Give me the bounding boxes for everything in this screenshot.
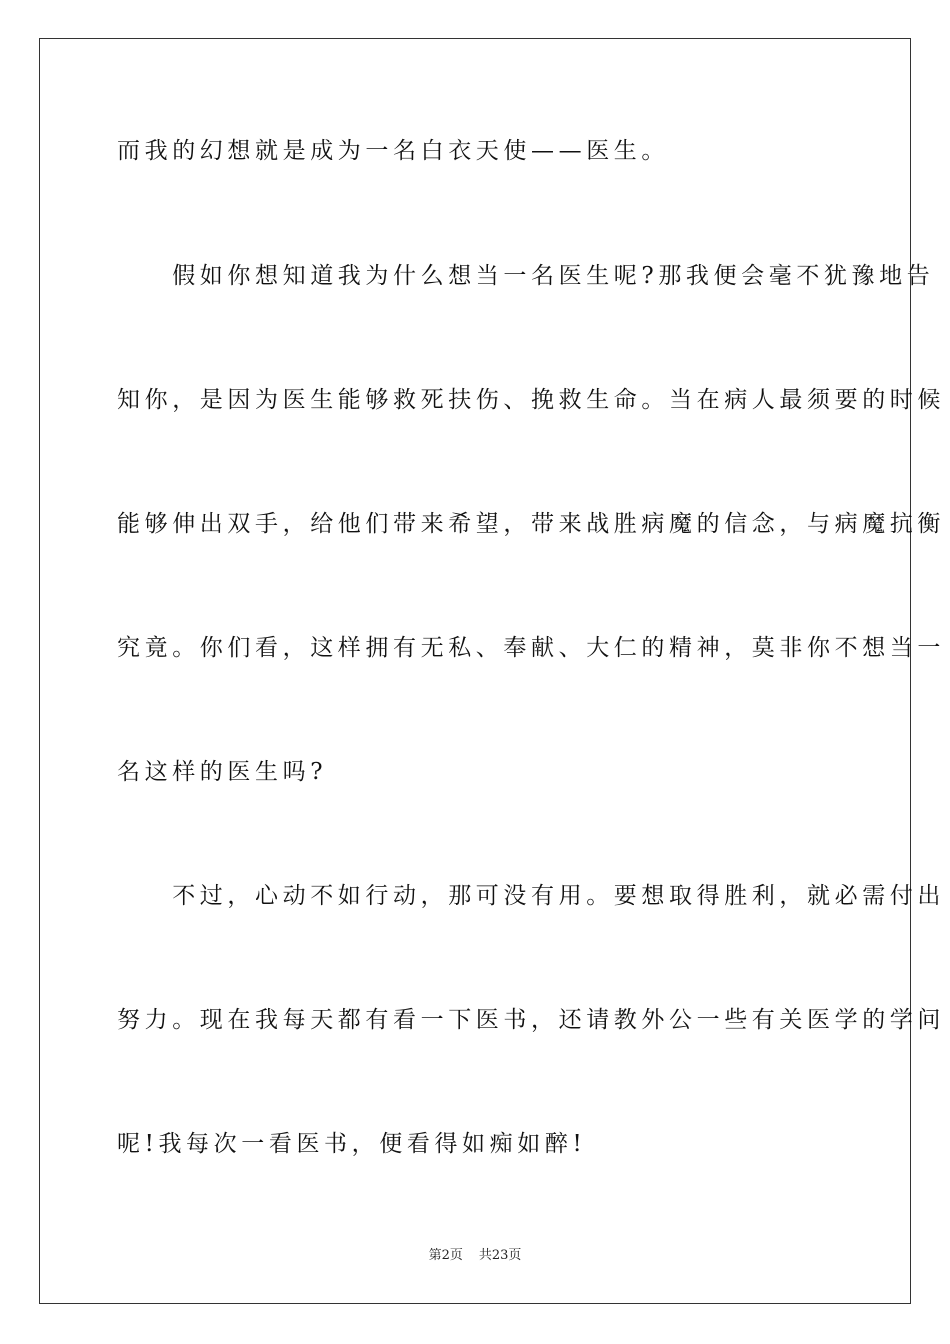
body-line-2: 假如你想知道我为什么想当一名医生呢?那我便会毫不犹豫地告: [117, 263, 935, 289]
page-border: [39, 38, 945, 1304]
page-number: 第2页: [428, 1248, 463, 1263]
body-line-3: 知你，是因为医生能够救死扶伤、挽救生命。当在病人最须要的时候: [117, 387, 945, 413]
page-total: 共23页: [478, 1248, 522, 1263]
body-line-7: 不过，心动不如行动，那可没有用。要想取得胜利，就必需付出: [117, 883, 945, 909]
body-line-5: 究竟。你们看，这样拥有无私、奉献、大仁的精神，莫非你不想当一: [117, 635, 945, 661]
body-line-9: 呢!我每次一看医书，便看得如痴如醉!: [117, 1131, 587, 1157]
page-footer: [0, 1247, 950, 1265]
body-line-4: 能够伸出双手，给他们带来希望，带来战胜病魔的信念，与病魔抗衡: [117, 511, 945, 537]
body-line-1: 而我的幻想就是成为一名白衣天使——医生。: [117, 138, 669, 164]
body-line-8: 努力。现在我每天都有看一下医书，还请教外公一些有关医学的学问: [117, 1007, 945, 1033]
body-line-6: 名这样的医生吗?: [117, 759, 328, 785]
